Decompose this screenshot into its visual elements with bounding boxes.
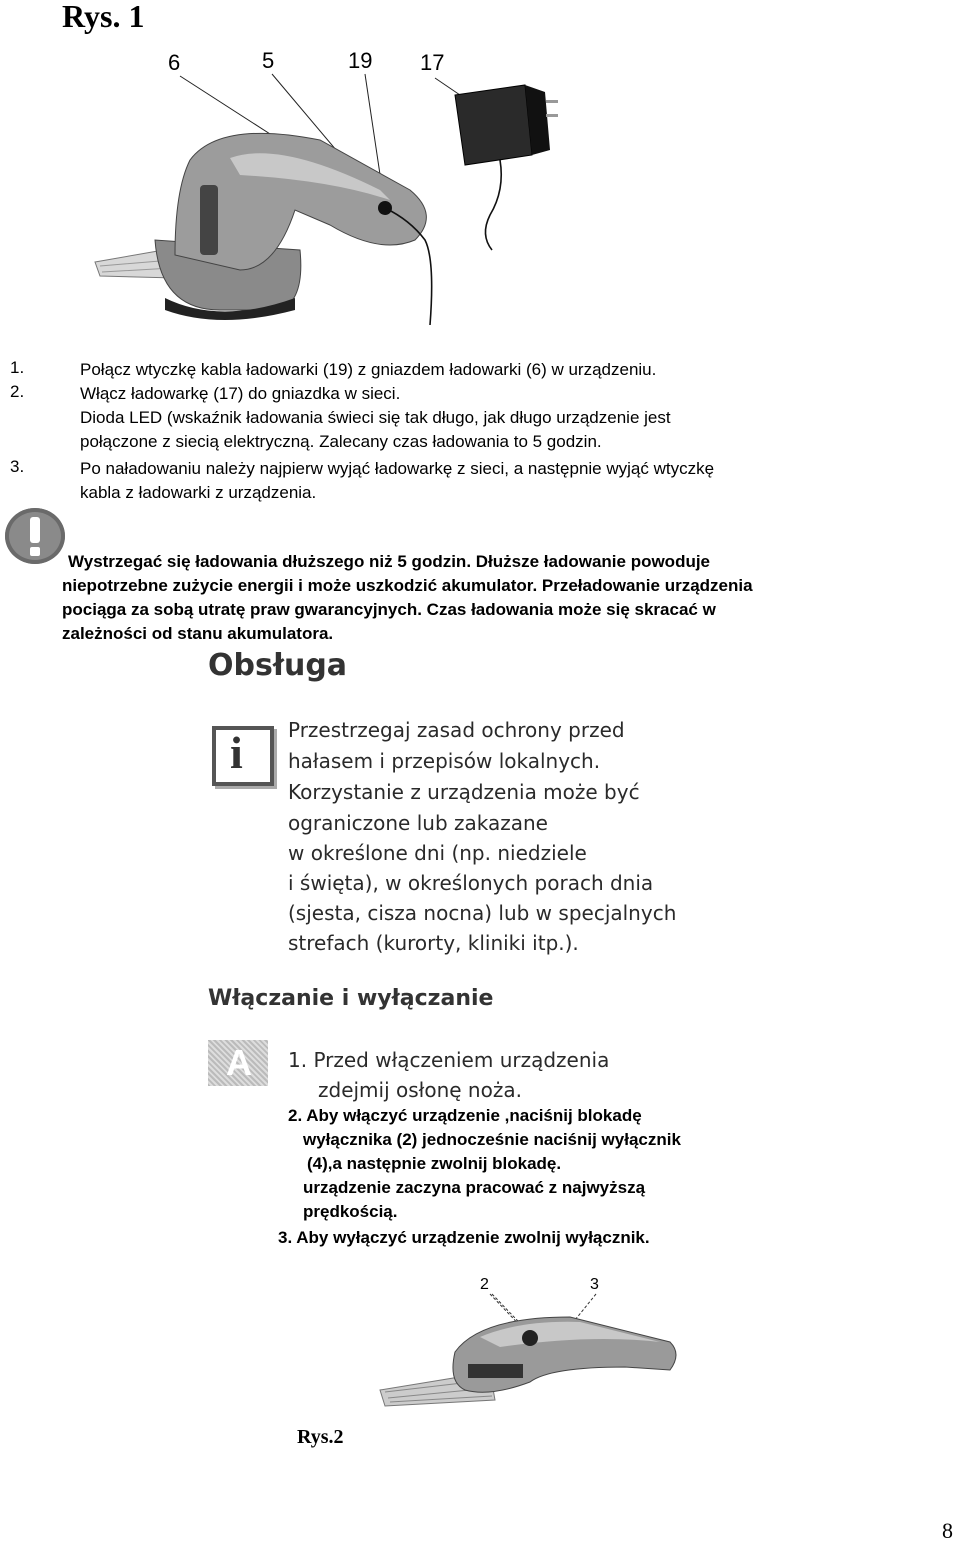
info-line: ograniczone lub zakazane [288,811,548,835]
figure-1 [80,40,560,330]
info-line: i święta), w określonych porach dnia [288,871,654,895]
step-2-line: połączone z siecią elektryczną. Zalecany czas ładowania to 5 godzin. [80,432,602,451]
step-3-line: kabla z ładowarki z urządzenia. [80,483,317,502]
step-2-line: wyłącznika (2) jednocześnie naciśnij wyłącznik [303,1130,681,1149]
callout-17: 17 [420,50,445,75]
warning-line: pociąga za sobą utratę praw gwarancyjnych. Czas ładowania może się skracać w [62,600,716,619]
figure-title: Rys. 1 [62,0,145,34]
step-number: 3. [10,457,25,476]
step-2-line: Włącz ładowarkę (17) do gniazdka w sieci. [80,384,401,403]
step-2-line: Dioda LED (wskaźnik ładowania świeci się tak długo, jak długo urządzenie jest [80,408,671,427]
obsluga-title: Obsługa [208,648,348,683]
info-line: Korzystanie z urządzenia może być [288,780,640,804]
section-a-box [208,1040,268,1086]
callout-19: 19 [348,48,373,73]
info-line: Przestrzegaj zasad ochrony przed [288,718,625,742]
info-glyph: i [230,727,243,778]
step-3-line: Po naładowaniu należy najpierw wyjąć ładowarkę z sieci, a następnie wyjąć wtyczkę [80,459,715,478]
wlaczanie-step-3: 3. Aby wyłączyć urządzenie zwolnij wyłącznik. [278,1228,650,1247]
callout-3: 3 [590,1276,599,1293]
info-line: strefach (kurorty, kliniki itp.). [288,931,579,955]
warning-line: zależności od stanu akumulatora. [62,624,334,643]
shears-switch-illustration [370,1272,690,1412]
callout-2: 2 [480,1276,489,1293]
info-line: hałasem i przepisów lokalnych. [288,749,601,773]
wlaczanie-title: Włączanie i wyłączanie [208,986,494,1011]
info-icon [212,726,274,786]
step-2-line: (4),a następnie zwolnij blokadę. [307,1154,562,1173]
step-2-line: prędkością. [303,1202,398,1221]
figure-2 [370,1272,690,1412]
step-2-line: 2. Aby włączyć urządzenie ,naciśnij blokadę [288,1106,642,1125]
step-number: 2. [10,382,25,401]
info-line: (sjesta, cisza nocna) lub w specjalnych [288,901,677,925]
page-number: 8 [942,1518,953,1543]
wlaczanie-step-1: 1. Przed włączeniem urządzenia [288,1048,610,1072]
info-line: w określone dni (np. niedziele [288,841,587,865]
wlaczanie-step-1: zdejmij osłonę noża. [318,1078,522,1102]
shears-charger-illustration [80,40,560,330]
exclamation-icon [5,508,65,564]
step-number: 1. [10,358,25,377]
step-1-line: Połącz wtyczkę kabla ładowarki (19) z gniazdem ładowarki (6) w urządzeniu. [80,360,657,379]
figure-2-caption: Rys.2 [297,1426,344,1448]
callout-5: 5 [262,48,275,73]
step-2-line: urządzenie zaczyna pracować z najwyższą [303,1178,646,1197]
callout-6: 6 [168,50,181,75]
warning-line: niepotrzebne zużycie energii i może uszkodzić akumulator. Przeładowanie urządzenia [62,576,753,595]
section-a-letter: A [226,1042,252,1083]
warning-line: Wystrzegać się ładowania dłuższego niż 5 godzin. Dłuższe ładowanie powoduje [68,552,711,571]
